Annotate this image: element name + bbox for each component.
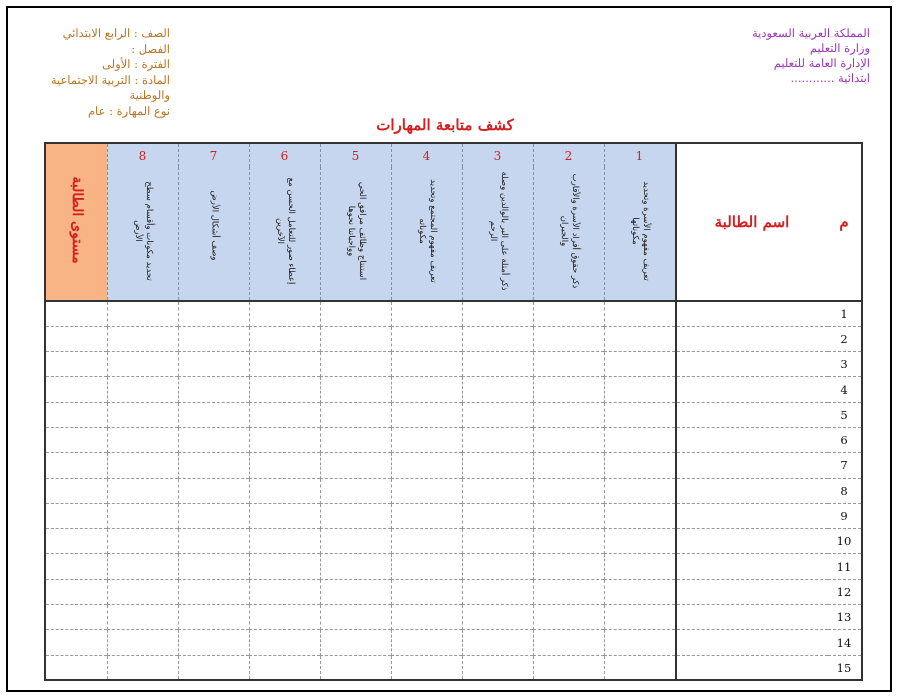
row-number: 13 (828, 605, 862, 630)
skill-description-cell (462, 167, 533, 301)
student-level-cell[interactable] (45, 655, 107, 680)
skill-grade-cell[interactable] (107, 554, 178, 579)
skill-description-cell (320, 167, 391, 301)
row-number: 2 (828, 326, 862, 351)
skill-grade-cell[interactable] (391, 630, 462, 655)
skill-grade-cell[interactable] (391, 554, 462, 579)
student-level-cell[interactable] (45, 377, 107, 402)
row-number: 11 (828, 554, 862, 579)
skill-grade-cell[interactable] (320, 402, 391, 427)
skill-grade-cell[interactable] (107, 326, 178, 351)
skill-grade-cell[interactable] (391, 427, 462, 452)
student-name-cell[interactable] (676, 503, 828, 528)
student-name-cell[interactable] (676, 352, 828, 377)
skill-description: استنتاج وظائف مرافق الحي وواجباتنا نحوها (345, 181, 367, 280)
skill-grade-cell[interactable] (249, 301, 320, 326)
skill-grade-cell[interactable] (178, 579, 249, 604)
skill-grade-cell[interactable] (462, 579, 533, 604)
skill-grade-cell[interactable] (533, 579, 604, 604)
skill-grade-cell[interactable] (178, 326, 249, 351)
student-name-cell[interactable] (676, 579, 828, 604)
skill-grade-cell[interactable] (533, 630, 604, 655)
student-name-cell[interactable] (676, 630, 828, 655)
student-name-cell[interactable] (676, 554, 828, 579)
skill-grade-cell[interactable] (178, 605, 249, 630)
skill-grade-cell[interactable] (107, 377, 178, 402)
student-row (45, 377, 862, 402)
student-level-cell[interactable] (45, 453, 107, 478)
skill-grade-cell[interactable] (320, 453, 391, 478)
skill-grade-cell[interactable] (178, 529, 249, 554)
skill-grade-cell[interactable] (178, 478, 249, 503)
skill-grade-cell[interactable] (533, 478, 604, 503)
skill-grade-cell[interactable] (604, 630, 676, 655)
student-name-cell[interactable] (676, 529, 828, 554)
skill-grade-cell[interactable] (533, 453, 604, 478)
skill-grade-cell[interactable] (320, 579, 391, 604)
column-header-number: م (828, 143, 862, 301)
skill-grade-cell[interactable] (107, 478, 178, 503)
skill-grade-cell[interactable] (462, 402, 533, 427)
skill-grade-cell[interactable] (107, 503, 178, 528)
student-name-cell[interactable] (676, 453, 828, 478)
skill-grade-cell[interactable] (604, 427, 676, 452)
skill-grade-cell[interactable] (533, 326, 604, 351)
skill-grade-cell[interactable] (320, 554, 391, 579)
class-info-header (20, 26, 170, 119)
skill-grade-cell[interactable] (178, 554, 249, 579)
skill-grade-cell[interactable] (320, 503, 391, 528)
page-title: كشف متابعة المهارات (376, 116, 514, 134)
student-name-cell[interactable] (676, 605, 828, 630)
student-level-cell[interactable] (45, 478, 107, 503)
skill-grade-cell[interactable] (320, 529, 391, 554)
row-number: 12 (828, 579, 862, 604)
student-row (45, 579, 862, 604)
student-row (45, 453, 862, 478)
skill-grade-cell[interactable] (533, 529, 604, 554)
skill-number: 2 (533, 143, 604, 167)
student-level-cell[interactable] (45, 352, 107, 377)
skill-grade-cell[interactable] (604, 529, 676, 554)
student-row (45, 529, 862, 554)
student-level-label: مستوى الطالبة (68, 176, 85, 264)
skill-description: وصف أشكال الأرض (209, 190, 219, 261)
student-name-cell[interactable] (676, 478, 828, 503)
student-row (45, 630, 862, 655)
skill-grade-cell[interactable] (249, 655, 320, 680)
skill-grade-cell[interactable] (604, 579, 676, 604)
student-rows (45, 301, 862, 680)
skill-grade-cell[interactable] (107, 301, 178, 326)
skill-grade-cell[interactable] (391, 605, 462, 630)
skill-grade-cell[interactable] (604, 326, 676, 351)
student-name-cell[interactable] (676, 427, 828, 452)
column-header-student-level (45, 143, 107, 301)
skill-grade-cell[interactable] (249, 529, 320, 554)
skill-grade-cell[interactable] (178, 655, 249, 680)
skill-grade-cell[interactable] (533, 503, 604, 528)
skill-grade-cell[interactable] (178, 377, 249, 402)
skill-description: ذكر حقوق أفراد الأسرة والأقارب والجيران (558, 173, 580, 288)
skill-description: تعريف مفهوم المجتمع وتحديد مكوناته (416, 178, 438, 283)
skill-grade-cell[interactable] (320, 301, 391, 326)
row-number: 15 (828, 655, 862, 680)
school-header (752, 26, 870, 86)
skill-grade-cell[interactable] (462, 630, 533, 655)
student-level-cell[interactable] (45, 402, 107, 427)
skill-grade-cell[interactable] (249, 554, 320, 579)
skill-grade-cell[interactable] (249, 630, 320, 655)
skill-grade-cell[interactable] (107, 453, 178, 478)
student-level-cell[interactable] (45, 579, 107, 604)
skill-number: 3 (462, 143, 533, 167)
skill-grade-cell[interactable] (391, 453, 462, 478)
skill-grade-cell[interactable] (533, 554, 604, 579)
skill-number: 5 (320, 143, 391, 167)
student-level-cell[interactable] (45, 427, 107, 452)
skill-grade-cell[interactable] (604, 352, 676, 377)
row-number: 7 (828, 453, 862, 478)
skill-description-cell (391, 167, 462, 301)
skill-grade-cell[interactable] (462, 554, 533, 579)
skill-number: 7 (178, 143, 249, 167)
row-number: 5 (828, 402, 862, 427)
skill-grade-cell[interactable] (462, 655, 533, 680)
skill-number: 8 (107, 143, 178, 167)
skill-grade-cell[interactable] (178, 402, 249, 427)
skills-table (44, 142, 863, 681)
skill-grade-cell[interactable] (604, 554, 676, 579)
skill-grade-cell[interactable] (107, 630, 178, 655)
skill-grade-cell[interactable] (533, 301, 604, 326)
skill-grade-cell[interactable] (462, 352, 533, 377)
skill-description: تعريف مفهوم الأسرة وتحديد مكوناتها (629, 180, 651, 281)
student-row (45, 605, 862, 630)
skill-grade-cell[interactable] (604, 377, 676, 402)
skill-grade-cell[interactable] (391, 326, 462, 351)
student-row (45, 402, 862, 427)
skill-grade-cell[interactable] (462, 326, 533, 351)
skill-grade-cell[interactable] (178, 301, 249, 326)
skill-grade-cell[interactable] (391, 579, 462, 604)
skill-grade-cell[interactable] (249, 427, 320, 452)
skill-grade-cell[interactable] (320, 326, 391, 351)
skill-grade-cell[interactable] (391, 377, 462, 402)
skill-grade-cell[interactable] (391, 655, 462, 680)
period-line: الفترة : الأولى (102, 57, 170, 71)
skill-grade-cell[interactable] (249, 377, 320, 402)
skill-number: 4 (391, 143, 462, 167)
student-name-cell[interactable] (676, 377, 828, 402)
student-row (45, 301, 862, 326)
skill-description-cell (604, 167, 676, 301)
skill-grade-cell[interactable] (533, 427, 604, 452)
student-row (45, 503, 862, 528)
skill-description: ذكر أمثلة على البر بالوالدين وصلة الرحم (487, 171, 509, 291)
skill-grade-cell[interactable] (249, 352, 320, 377)
skill-grade-cell[interactable] (320, 605, 391, 630)
student-row (45, 352, 862, 377)
school-line: ابتدائية ............ (790, 71, 870, 85)
skill-description-cell (107, 167, 178, 301)
skill-grade-cell[interactable] (107, 352, 178, 377)
row-number: 10 (828, 529, 862, 554)
student-row (45, 326, 862, 351)
skill-description: إعطاء صور للتعامل الحسن مع الآخرين (274, 177, 296, 284)
student-name-cell[interactable] (676, 301, 828, 326)
row-number: 3 (828, 352, 862, 377)
skill-description-cell (533, 167, 604, 301)
skill-grade-cell[interactable] (533, 605, 604, 630)
student-level-cell[interactable] (45, 605, 107, 630)
skill-grade-cell[interactable] (391, 503, 462, 528)
kingdom-line: المملكة العربية السعودية (752, 26, 870, 40)
skill-grade-cell[interactable] (533, 377, 604, 402)
skill-grade-cell[interactable] (320, 427, 391, 452)
row-number: 14 (828, 630, 862, 655)
skill-grade-cell[interactable] (107, 655, 178, 680)
skill-grade-cell[interactable] (462, 605, 533, 630)
skill-number: 6 (249, 143, 320, 167)
student-name-cell[interactable] (676, 402, 828, 427)
skill-grade-cell[interactable] (462, 301, 533, 326)
row-number: 4 (828, 377, 862, 402)
student-name-cell[interactable] (676, 326, 828, 351)
student-level-cell[interactable] (45, 326, 107, 351)
skill-grade-cell[interactable] (604, 402, 676, 427)
skill-grade-cell[interactable] (604, 453, 676, 478)
skill-grade-cell[interactable] (604, 655, 676, 680)
skill-grade-cell[interactable] (178, 453, 249, 478)
skill-grade-cell[interactable] (533, 352, 604, 377)
skill-grade-cell[interactable] (604, 503, 676, 528)
ministry-line: وزارة التعليم (809, 41, 870, 55)
skill-grade-cell[interactable] (178, 427, 249, 452)
skill-grade-cell[interactable] (604, 478, 676, 503)
skill-grade-cell[interactable] (320, 377, 391, 402)
student-name-cell[interactable] (676, 655, 828, 680)
student-row (45, 655, 862, 680)
class-line: الفصل : (131, 41, 170, 56)
skill-grade-cell[interactable] (391, 352, 462, 377)
skill-grade-cell[interactable] (178, 352, 249, 377)
student-level-cell[interactable] (45, 554, 107, 579)
skill-description: تحديد مكونات وأقسام سطح الأرض (132, 180, 154, 281)
skill-grade-cell[interactable] (462, 529, 533, 554)
skill-grade-cell[interactable] (178, 503, 249, 528)
skill-grade-cell[interactable] (107, 427, 178, 452)
skill-grade-cell[interactable] (249, 453, 320, 478)
student-level-cell[interactable] (45, 630, 107, 655)
skill-grade-cell[interactable] (107, 529, 178, 554)
skill-grade-cell[interactable] (107, 402, 178, 427)
subject-line: المادة : التربية الاجتماعية والوطنية (50, 72, 170, 102)
student-row (45, 427, 862, 452)
skill-grade-cell[interactable] (249, 326, 320, 351)
skill-grade-cell[interactable] (320, 478, 391, 503)
skill-grade-cell[interactable] (391, 478, 462, 503)
student-level-cell[interactable] (45, 529, 107, 554)
skill-grade-cell[interactable] (178, 630, 249, 655)
skill-grade-cell[interactable] (249, 503, 320, 528)
skill-grade-cell[interactable] (320, 630, 391, 655)
student-level-cell[interactable] (45, 503, 107, 528)
skill-number: 1 (604, 143, 676, 167)
skill-grade-cell[interactable] (249, 402, 320, 427)
skill-grade-cell[interactable] (462, 377, 533, 402)
skill-grade-cell[interactable] (462, 503, 533, 528)
skill-grade-cell[interactable] (320, 352, 391, 377)
skill-grade-cell[interactable] (249, 605, 320, 630)
grade-line: الصف : الرابع الابتدائي (62, 26, 170, 40)
skill-type-line: نوع المهارة : عام (87, 103, 170, 118)
skill-description-cell (249, 167, 320, 301)
skill-grade-cell[interactable] (249, 478, 320, 503)
student-row (45, 478, 862, 503)
row-number: 1 (828, 301, 862, 326)
directorate-line: الإدارة العامة للتعليم (773, 56, 870, 70)
skill-grade-cell[interactable] (533, 655, 604, 680)
skill-grade-cell[interactable] (533, 402, 604, 427)
skill-grade-cell[interactable] (462, 478, 533, 503)
row-number: 6 (828, 427, 862, 452)
skill-grade-cell[interactable] (107, 605, 178, 630)
skill-grade-cell[interactable] (320, 655, 391, 680)
row-number: 9 (828, 503, 862, 528)
skill-grade-cell[interactable] (391, 402, 462, 427)
skill-grade-cell[interactable] (604, 301, 676, 326)
skill-grade-cell[interactable] (249, 579, 320, 604)
skill-grade-cell[interactable] (604, 605, 676, 630)
skill-grade-cell[interactable] (107, 579, 178, 604)
student-level-cell[interactable] (45, 301, 107, 326)
skill-grade-cell[interactable] (462, 427, 533, 452)
column-header-student-name: اسم الطالبة (676, 143, 828, 301)
row-number: 8 (828, 478, 862, 503)
skill-description-cell (178, 167, 249, 301)
skill-grade-cell[interactable] (391, 529, 462, 554)
skill-grade-cell[interactable] (391, 301, 462, 326)
skill-grade-cell[interactable] (462, 453, 533, 478)
student-row (45, 554, 862, 579)
